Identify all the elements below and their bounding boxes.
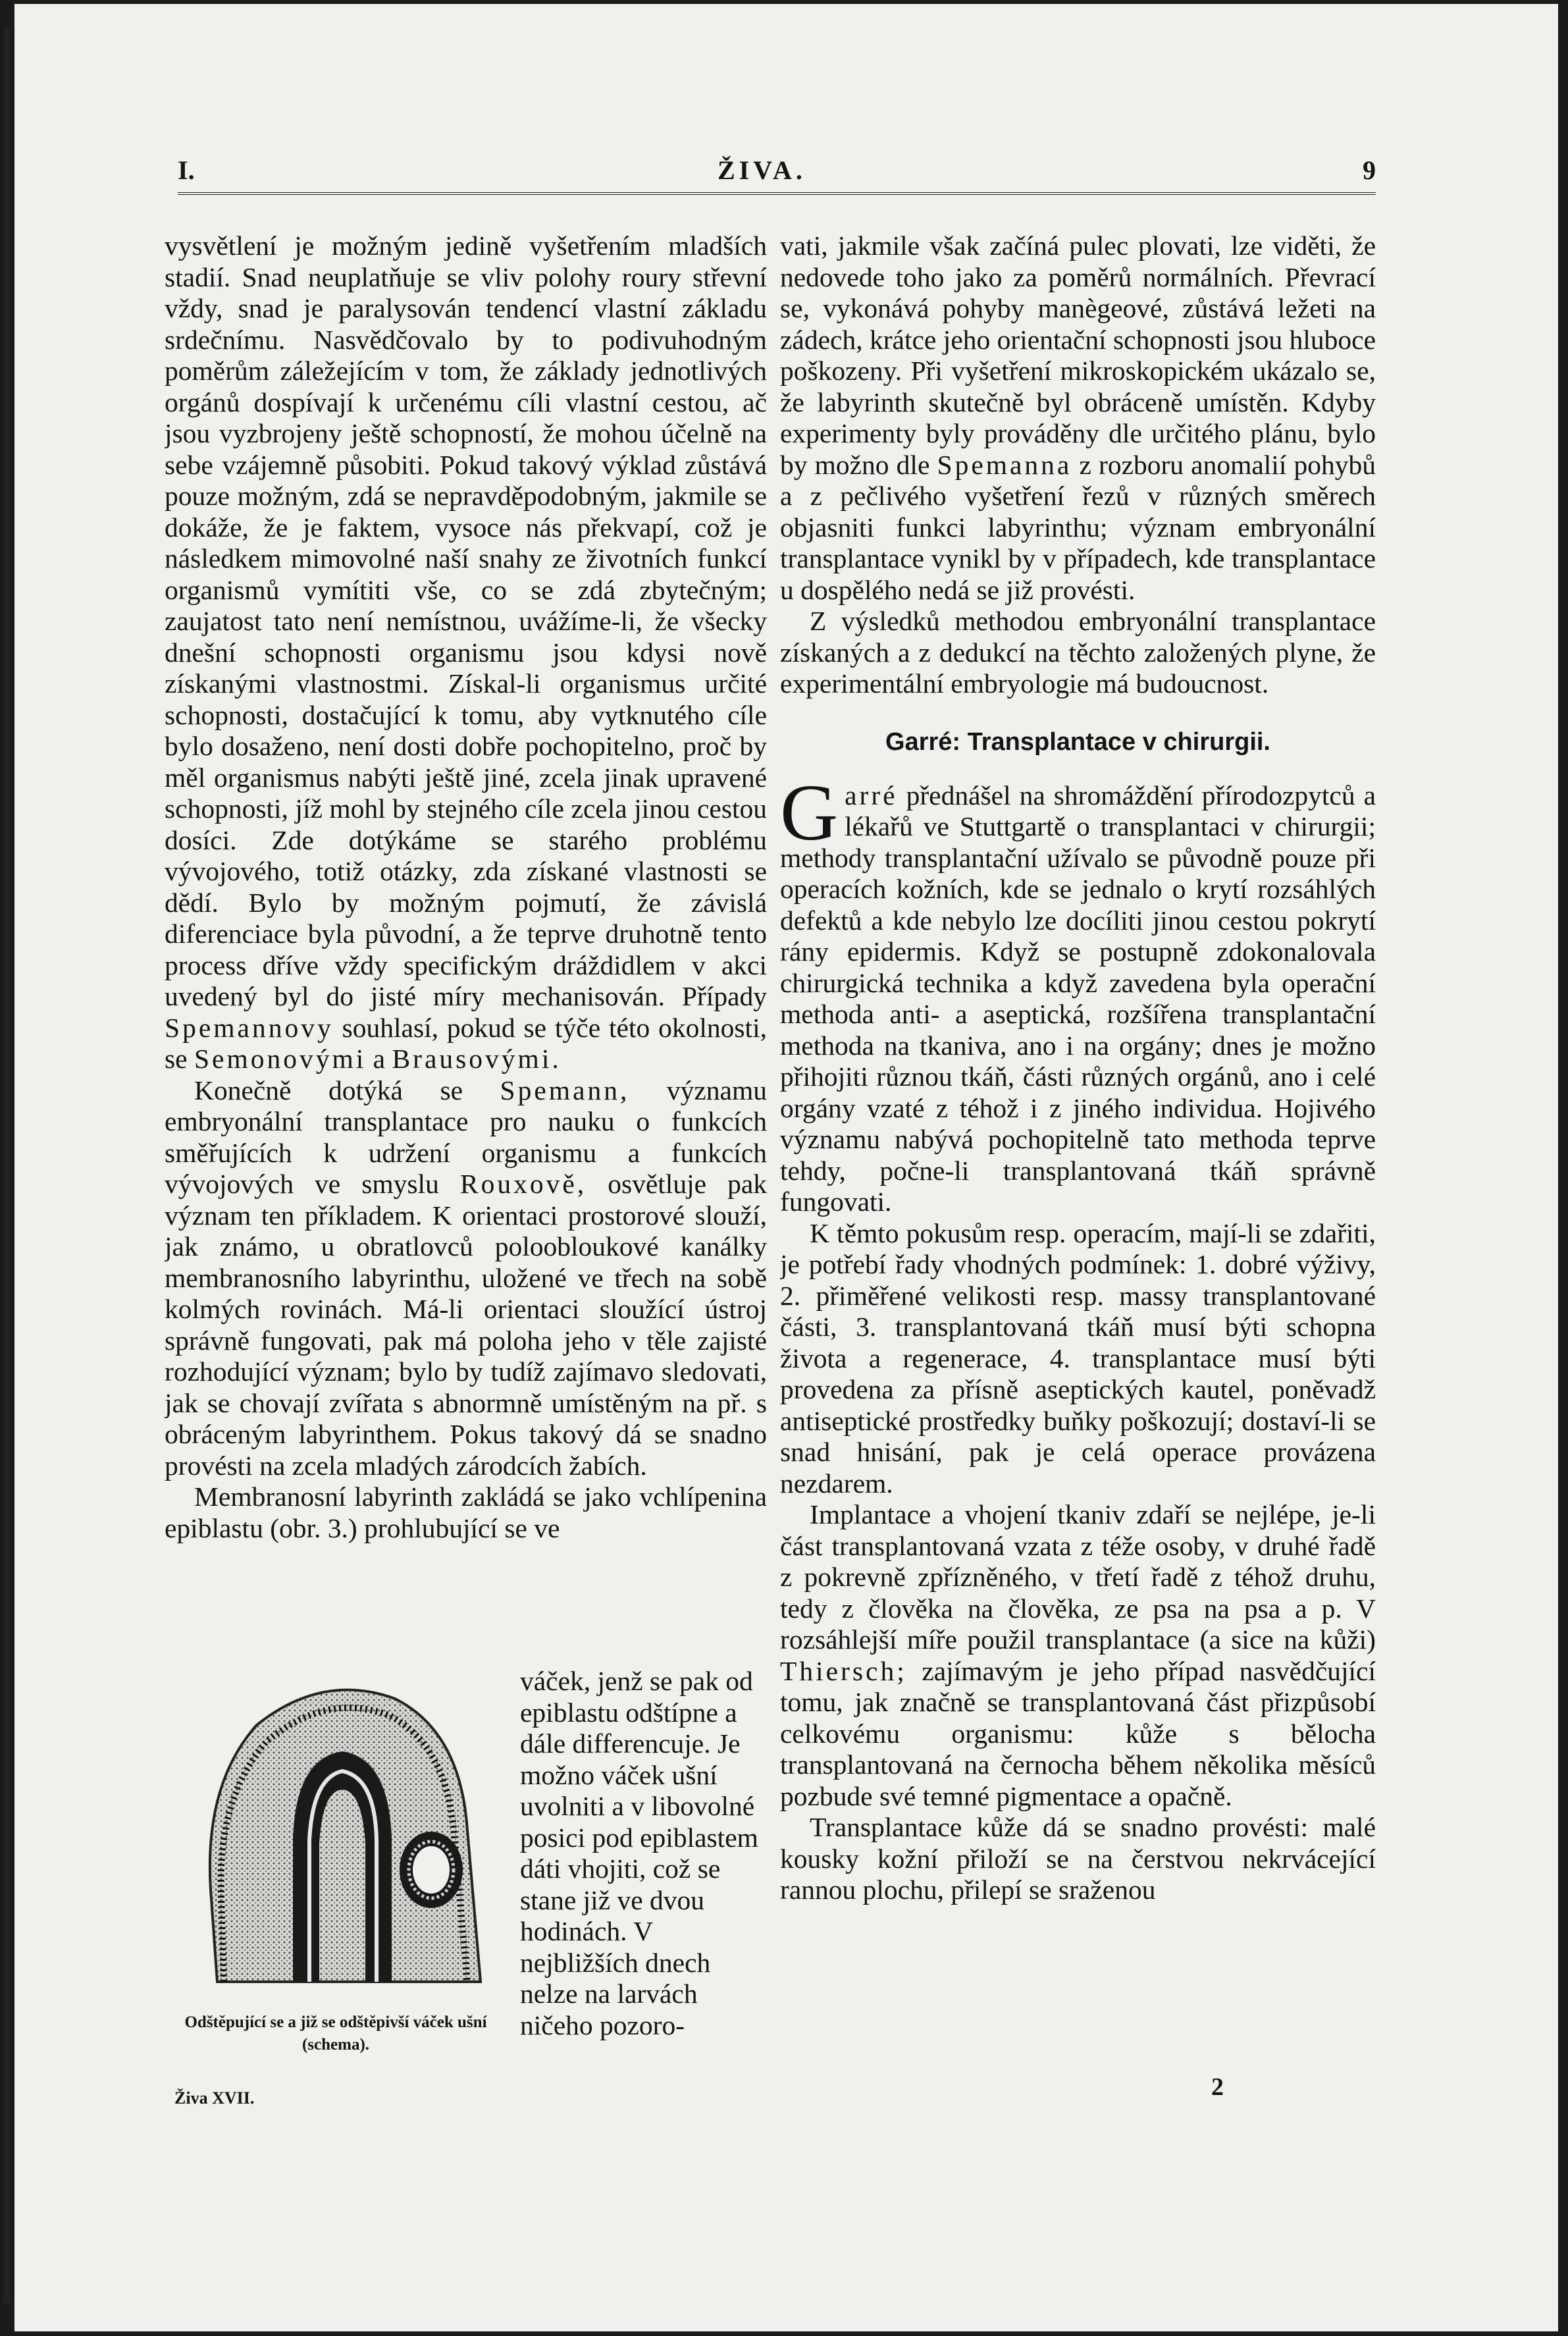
left-paragraph-2: Konečně dotýká se Spemann, významu embryonální transplantace pro nauku o funkcích směřujících k udržení organismu a funkcích vývojových ve smyslu Rouxově, osvětluje pak význam ten příkladem. K orientaci prostorové slouží, jak známo, u obratlovců poloobloukové kanálky membranosního labyrinthu, uložené ve třech na sobě kolmých rovinách. Má-li orientaci sloužící ústroj správně fungovati, pak má poloha jeho v těle zajisté rozhodující význam; bylo by tudíž zajímavo sledovati, jak se chovají zvířata s abnormně umístěným na př. s obráceným labyrinthem. Pokus takový dá se snadno provésti na zcela mladých zárodcích žabích. [165,1075,767,1481]
ear-vesicle-illustration [178,1672,507,2002]
footer-journal: Živa XVII. [174,2088,255,2108]
name-spemann: Spemannovy [165,1012,334,1043]
scan-edge [3,26,10,2304]
header-rule [178,192,1376,195]
running-header [178,155,1376,194]
header-title: ŽIVA. [718,155,806,185]
signature-mark: 2 [1211,2073,1224,2101]
name-thiersch: Thiersch; [780,1655,907,1686]
right-paragraph-3: Garré přednášel na shromáždění přírodozpytců a lékařů ve Stuttgartě o transplantaci v chirurgii; methody transplantační užívalo se původně pouze při operacích kožních, kde se jednalo o krytí rozsáhlých defektů a kde nebylo lze docíliti jinou cestou pokrytí rány epidermis. Když se postupně zdokonalovala chirurgická technika a když zavedena byla operační methoda anti- a aseptická, rozšířena transplantační methoda na tkaniva, ano i na orgány; dnes je možno přihojiti různou tkáň, části různých orgánů, ano i celé orgány vzaté z téhož i z jiného individua. Hojivého významu nabývá pochopitelně tato methoda teprve tehdy, počne-li transplantovaná tkáň správně fungovati. [780,768,1376,1217]
right-paragraph-6: Transplantace kůže dá se snadno provésti: malé kousky kožní přiloží se na čerstvou nekrvácející rannou plochu, přilepí se sraženou [780,1812,1376,1905]
header-part: I. [178,155,195,185]
left-column [165,230,767,1544]
drop-cap: G [780,768,839,857]
right-column [780,230,1376,1906]
name-spemanna: Spemanna [937,449,1072,480]
name-garre: arré [845,780,898,810]
figure-ear-vesicle [178,1672,507,2002]
left-paragraph-1: vysvětlení je možným jedině vyšetřením mladších stadií. Snad neuplatňuje se vliv polohy roury střevní vždy, snad je paralysován tendencí vlastní základu srdečnímu. Nasvědčovalo by to podivuhodným poměrům záležejícím v tom, že základy jednotlivých orgánů dospívají k určenému cíli vlastní cestou, ač jsou vyzbrojeny ještě schopností, že mohou účelně na sebe vzájemně působiti. Pokud takový výklad zůstává pouze možným, zdá se nepravděpodobným, jakmile se dokáže, že je faktem, vysoce nás překvapí, což je následkem mimovolné naší snahy ze životních funkcí organismů vymítiti vše, co se zdá zbytečným; zaujatost tato není nemístnou, uvážíme-li, že všecky dnešní schopnosti organismu jsou kdysi nově získanými vlastnostmi. Získal-li organismus určité schopnosti, dostačující k tomu, aby vytknutého cíle bylo dosaženo, není dosti dobře pochopitelno, proč by měl organismus nabýti ještě jiné, zcela jinak upravené schopnosti, jíž mohl by stejného cíle zcela jinou cestou dosíci. Zde dotýkáme se starého problému vývojového, totiž otázky, zda získané vlastnosti se dědí. Bylo by možným pojmutí, že závislá diferenciace byla původní, a že teprve druhotně tento process dříve vždy specifickým dráždidlem v akci uvedený byl do jisté míry mechanisován. Případy Spemannovy souhlasí, pokud se týče této okolnosti, se Semonovými a Brausovými. [165,230,767,1074]
page-number: 9 [1363,155,1376,185]
name-roux: Rouxově, [459,1169,587,1199]
figure-caption: Odštěpující se a již se odštěpivší váček ušní (schema). [184,2013,487,2054]
right-paragraph-4: K těmto pokusům resp. operacím, mají-li se zdařiti, je potřebí řady vhodných podmínek: 1. dobré výživy, 2. přiměřené velikosti resp. massy transplantované části, 3. transplantovaná tkáň musí býti schopna života a regenerace, 4. transplantace musí býti provedena za přísně aseptických kautel, poněvadž antiseptické prostředky buňky poškozují; dostaví-li se snad hnisání, pak je celá operace provázena nezdarem. [780,1217,1376,1499]
figure-wrap-text: váček, jenž se pak od epiblastu odštípne a dále differencuje. Je možno váček ušní uvolniti a v libovolné posici pod epiblastem dáti vhojiti, což se stane již ve dvou hodinách. V nejbližších dnech nelze na larvách ničeho pozoro- [520,1666,758,2040]
right-paragraph-1: vati, jakmile však začíná pulec plovati, lze viděti, že nedovede toho jako za poměrů normálních. Převrací se, vykonává pohyby manègeové, zůstává ležeti na zádech, krátce jeho orientační schopnosti jsou hluboce poškozeny. Při vyšetření mikroskopickém ukázalo se, že labyrinth skutečně byl obráceně umístěn. Kdyby experimenty byly prováděny dle určitého plánu, bylo by možno dle Spemanna z rozboru anomalií pohybů a z pečlivého vyšetření řezů v různých směrech objasniti funkci labyrinthu; význam embryonální transplantace vynikl by v případech, kde transplantace u dospělého nedá se již provésti. [780,230,1376,605]
left-paragraph-3: Membranosní labyrinth zakládá se jako vchlípenina epiblastu (obr. 3.) prohlubující se ve [165,1481,767,1543]
article-title: Garré: Transplantace v chirurgii. [885,728,1270,756]
name-semon: Semonovými [194,1044,367,1074]
name-spemann-2: Spemann, [500,1075,630,1105]
right-paragraph-2: Z výsledků methodou embryonální transplantace získaných a z dedukcí na těchto založených plyne, že experimentální embryologie má budoucnost. [780,606,1376,699]
name-braus: Brausovými. [392,1044,562,1074]
right-paragraph-5: Implantace a vhojení tkaniv zdaří se nejlépe, je-li část transplantovaná vzata z téže osoby, v druhé řadě z pokrevně zpřízněného, v třetí řadě z téhož druhu, tedy z člověka na člověka, ze psa na psa a p. V rozsáhlejší míře použil transplantace (a sice na kůži) Thiersch; zajímavým je jeho případ nasvědčující tomu, jak značně se transplantovaná část přizpůsobí celkovému organismu: kůže s bělocha transplantovaná na černocha během několika měsíců pozbude své temné pigmentace a opačně. [780,1499,1376,1811]
